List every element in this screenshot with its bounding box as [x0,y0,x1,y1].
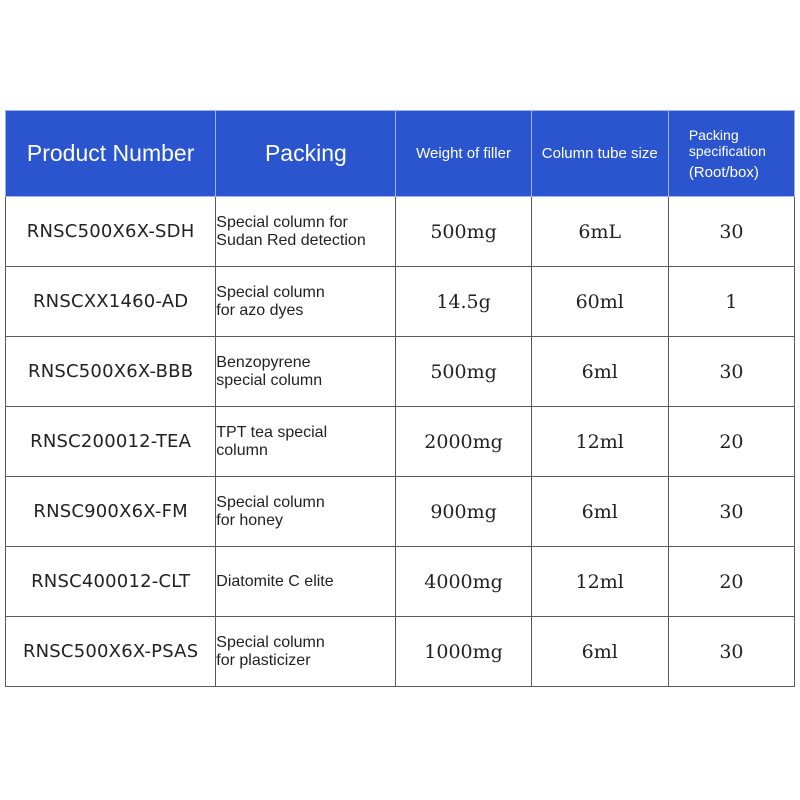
table-header-row [6,111,795,197]
table-row [6,477,795,547]
cell-packing-spec: 30 [668,337,794,407]
product-spec-table [5,110,795,687]
cell-packing-line1: Diatomite C elite [216,572,334,590]
cell-column-tube-size: 60ml [531,267,668,337]
cell-packing [216,337,396,407]
cell-packing-line2: Sudan Red detection [216,231,366,249]
cell-packing [216,477,396,547]
cell-packing-line2: special column [216,371,323,389]
table-row [6,617,795,687]
cell-column-tube-size: 6mL [531,197,668,267]
cell-packing-spec: 1 [668,267,794,337]
table-row [6,267,795,337]
table-row [6,547,795,617]
header-packing-spec-line1: Packing [688,126,739,143]
cell-packing-line1: Special column for [216,213,348,231]
cell-column-tube-size: 12ml [531,547,668,617]
header-packing-spec-line2: specification [688,142,766,159]
cell-packing [216,197,396,267]
cell-packing [216,267,396,337]
cell-column-tube-size: 6ml [531,337,668,407]
cell-packing-line2: for plasticizer [216,651,311,669]
cell-weight-of-filler: 1000mg [396,617,531,687]
cell-packing-line1: Special column [216,493,325,511]
cell-product-number: RNSC400012-CLT [6,547,216,617]
cell-product-number: RNSC500X6X-BBB [6,337,216,407]
cell-packing-spec: 20 [668,407,794,477]
cell-packing-line2: for azo dyes [216,301,304,319]
cell-column-tube-size: 6ml [531,617,668,687]
cell-product-number: RNSC500X6X-SDH [6,197,216,267]
cell-weight-of-filler: 500mg [396,197,531,267]
cell-product-number: RNSC500X6X-PSAS [6,617,216,687]
header-packing: Packing [216,111,396,197]
table-row [6,197,795,267]
cell-packing-line1: Benzopyrene [216,353,311,371]
cell-product-number: RNSC900X6X-FM [6,477,216,547]
cell-packing-line1: Special column [216,283,325,301]
cell-weight-of-filler: 500mg [396,337,531,407]
cell-column-tube-size: 12ml [531,407,668,477]
table-row [6,407,795,477]
header-weight-of-filler: Weight of filler [396,111,531,197]
cell-packing [216,407,396,477]
cell-product-number: RNSCXX1460-AD [6,267,216,337]
cell-weight-of-filler: 2000mg [396,407,531,477]
cell-packing [216,617,396,687]
cell-packing [216,547,396,617]
cell-packing-spec: 30 [668,617,794,687]
header-product-number: Product Number [6,111,216,197]
cell-packing-spec: 30 [668,477,794,547]
cell-packing-line2: for honey [216,511,283,529]
cell-product-number: RNSC200012-TEA [6,407,216,477]
header-column-tube-size: Column tube size [531,111,668,197]
cell-packing-line1: TPT tea special [216,423,328,441]
cell-packing-spec: 20 [668,547,794,617]
header-packing-spec-line3: (Root/box) [688,163,759,181]
cell-packing-line2: column [216,441,268,459]
cell-weight-of-filler: 900mg [396,477,531,547]
table-row [6,337,795,407]
header-packing-specification [668,111,794,197]
cell-packing-spec: 30 [668,197,794,267]
cell-weight-of-filler: 14.5g [396,267,531,337]
cell-column-tube-size: 6ml [531,477,668,547]
cell-weight-of-filler: 4000mg [396,547,531,617]
cell-packing-line1: Special column [216,633,325,651]
